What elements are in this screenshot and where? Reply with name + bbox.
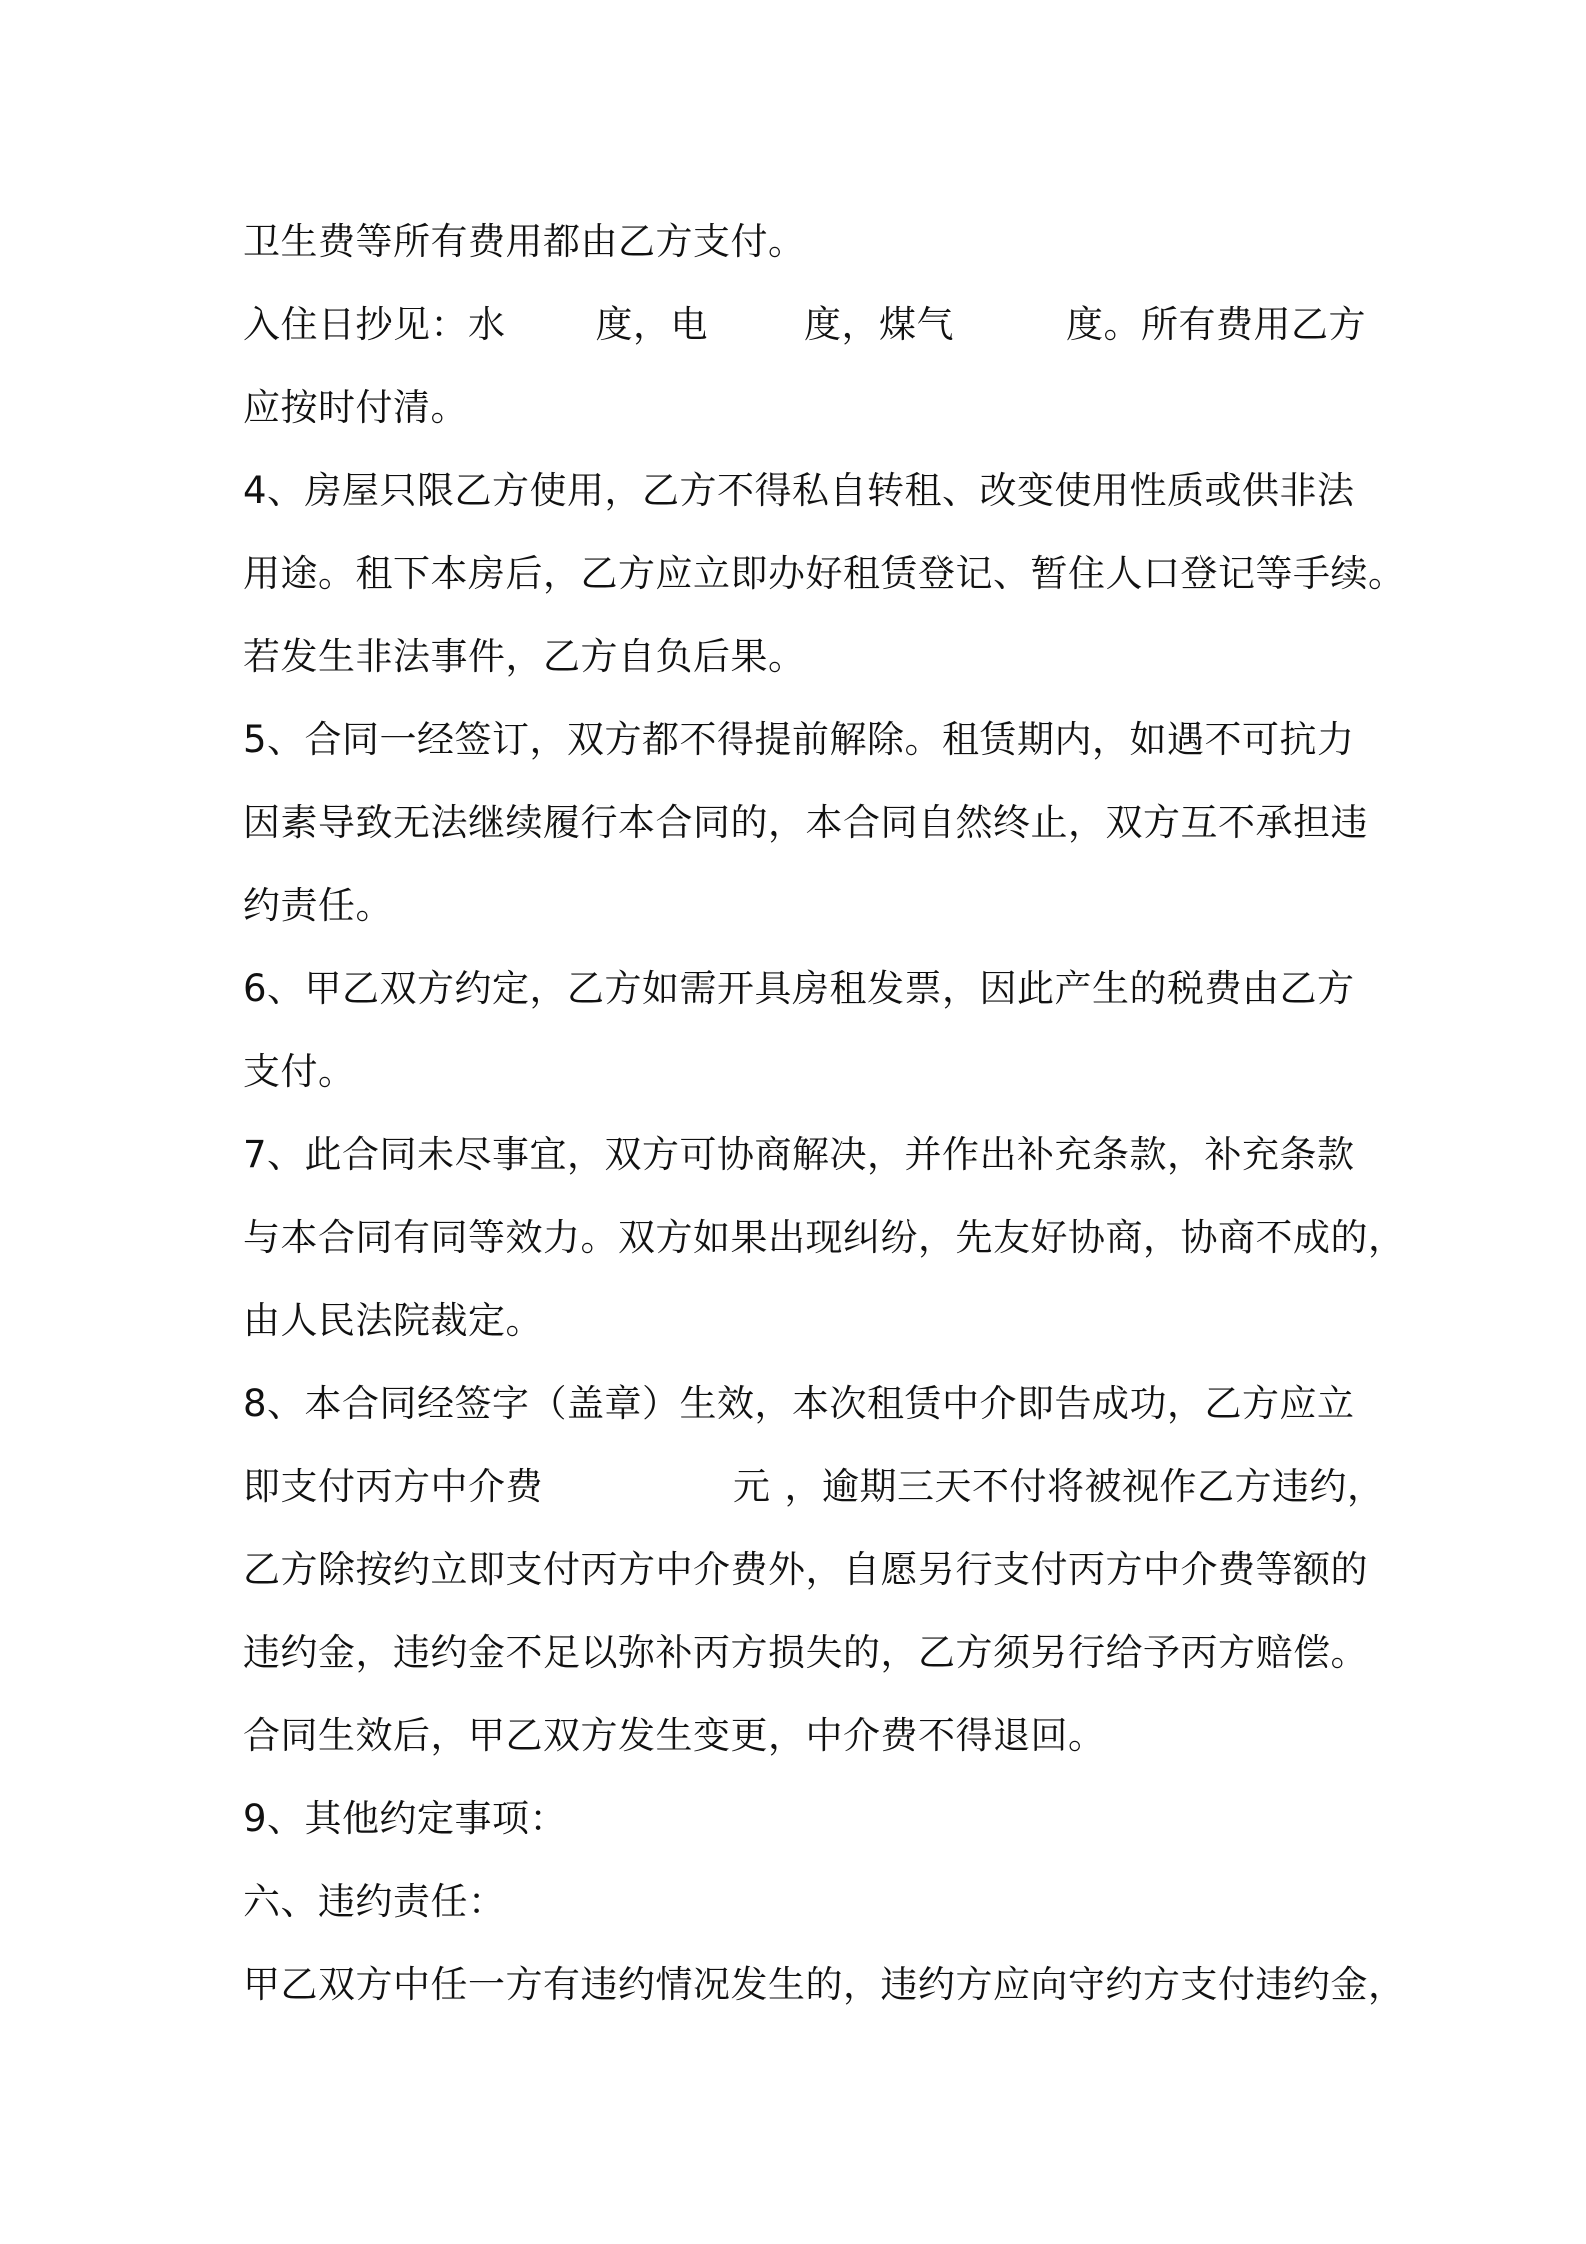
clause-5-line: 5、合同一经签订，双方都不得提前解除。租赁期内，如遇不可抗力 [243,718,1355,761]
agency-fee-line [243,1445,1385,1528]
text-line: 用途。租下本房后，乙方应立即办好租赁登记、暂住人口登记等手续。 [243,552,1406,595]
text-line: 约责任。 [243,884,393,927]
text-line: 甲乙双方中任一方有违约情况发生的，违约方应向守约方支付违约金， [243,1963,1406,2006]
agency-fee-tail: ，逾期三天不付将被视作乙方违约， [784,1465,1385,1508]
text-line: 支付。 [243,1050,356,1093]
section-heading-breach: 六、违约责任： [243,1880,506,1923]
meter-label-gas: 度，煤气 [804,303,954,346]
contract-text [243,200,1406,2026]
text-line: 卫生费等所有费用都由乙方支付。 [243,220,806,263]
meter-label-tail: 度。所有费用乙方 [1066,303,1366,346]
text-line: 合同生效后，甲乙双方发生变更，中介费不得退回。 [243,1714,1106,1757]
meter-reading-line [243,283,1373,366]
text-line: 若发生非法事件，乙方自负后果。 [243,635,806,678]
meter-label-water: 入住日抄见：水 [243,303,506,346]
clause-7-line: 7、此合同未尽事宜，双方可协商解决，并作出补充条款，补充条款 [243,1133,1355,1176]
text-line: 应按时付清。 [243,386,468,429]
currency-unit: 元 [733,1465,771,1508]
clause-4-line: 4、房屋只限乙方使用，乙方不得私自转租、改变使用性质或供非法 [243,469,1355,512]
text-line: 因素导致无法继续履行本合同的，本合同自然终止，双方互不承担违 [243,801,1368,844]
meter-label-electricity: 度，电 [595,303,708,346]
text-line: 违约金，违约金不足以弥补丙方损失的，乙方须另行给予丙方赔偿。 [243,1631,1368,1674]
clause-9-line: 9、其他约定事项： [243,1797,568,1840]
text-line: 乙方除按约立即支付丙方中介费外，自愿另行支付丙方中介费等额的 [243,1548,1368,1591]
text-line: 由人民法院裁定。 [243,1299,543,1342]
clause-6-line: 6、甲乙双方约定，乙方如需开具房租发票，因此产生的税费由乙方 [243,967,1355,1010]
text-line: 与本合同有同等效力。双方如果出现纠纷，先友好协商，协商不成的， [243,1216,1406,1259]
clause-8-line: 8、本合同经签字（盖章）生效，本次租赁中介即告成功，乙方应立 [243,1382,1355,1425]
agency-fee-label: 即支付丙方中介费 [243,1465,543,1508]
